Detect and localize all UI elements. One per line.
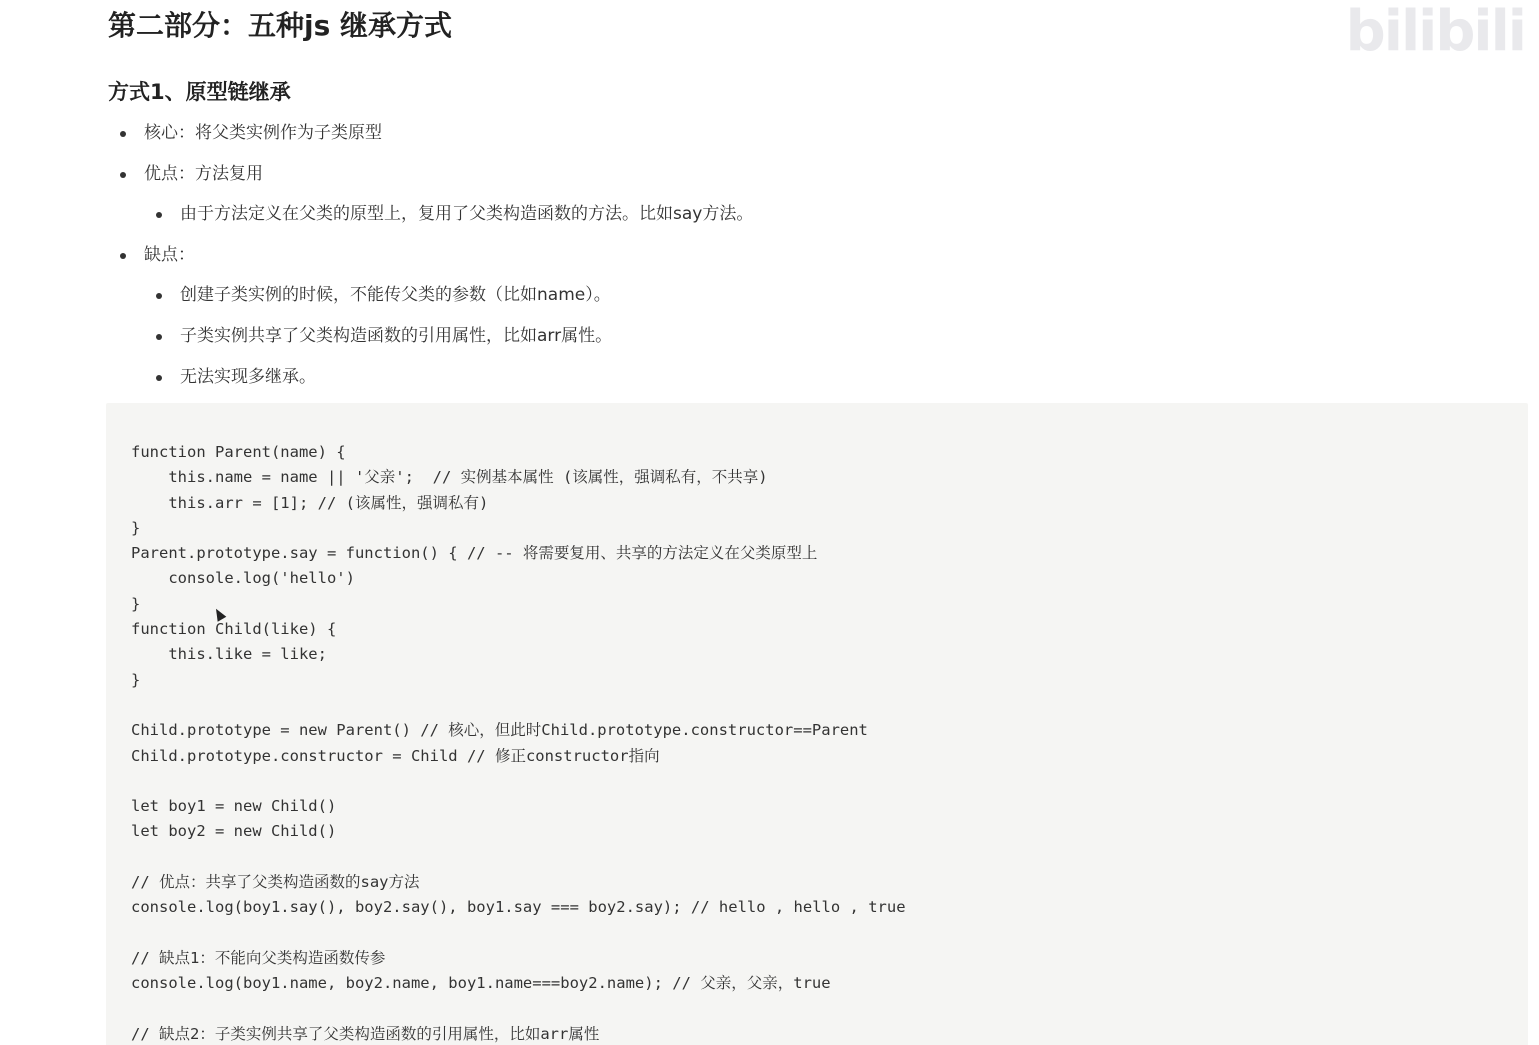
- code-line: let boy1 = new Child(): [131, 797, 337, 816]
- bilibili-watermark: bilibili: [1345, 0, 1525, 64]
- code-line: }: [131, 518, 141, 537]
- code-line: Parent.prototype.say = function() { // -- 将需要复用、共享的方法定义在父类原型上: [131, 544, 818, 563]
- bullet-item: [0, 113, 1539, 154]
- bullet-dot: [156, 293, 162, 299]
- code-line: this.arr = [1]; // (该属性，强调私有): [131, 493, 489, 512]
- sub-bullet-item: [0, 275, 1539, 316]
- bullet-dot: [156, 212, 162, 218]
- code-line: console.log(boy1.say(), boy2.say(), boy1.say === boy2.say); // hello , hello , true: [131, 898, 906, 917]
- code-line: this.name = name || '父亲'; // 实例基本属性 (该属性，强调私有，不共享): [131, 468, 768, 487]
- code-line: }: [131, 670, 141, 689]
- sub-bullet-item: [0, 316, 1539, 357]
- bullet-dot: [120, 131, 126, 137]
- code-lines: [131, 440, 906, 1045]
- code-line: [131, 997, 906, 1022]
- bullet-text: 创建子类实例的时候，不能传父类的参数（比如name）。: [180, 285, 611, 306]
- code-line: function Parent(name) {: [131, 443, 346, 461]
- code-line: // 缺点1：不能向父类构造函数传参: [131, 948, 386, 967]
- code-line: console.log('hello'): [131, 569, 355, 588]
- bullet-text: 核心：将父类实例作为子类原型: [144, 123, 382, 143]
- bullet-text: 缺点：: [144, 244, 195, 265]
- code-line: Child.prototype.constructor = Child // 修正constructor指向: [131, 746, 660, 765]
- bullet-item: [0, 154, 1539, 195]
- bullet-dot: [120, 253, 126, 259]
- bullet-text: 无法实现多继承。: [180, 366, 316, 387]
- code-line: [131, 769, 906, 794]
- code-line: Child.prototype = new Parent() // 核心，但此时Child.prototype.constructor==Parent: [131, 721, 868, 740]
- bullet-text: 由于方法定义在父类的原型上，复用了父类构造函数的方法。比如say方法。: [180, 204, 754, 225]
- bullet-text: 优点：方法复用: [144, 163, 263, 184]
- bullet-dot: [156, 334, 162, 340]
- code-line: [131, 845, 906, 870]
- section-heading: 第二部分：五种js 继承方式: [108, 9, 453, 42]
- sub-bullet-item: [0, 357, 1539, 398]
- code-line: // 缺点2：子类实例共享了父类构造函数的引用属性，比如arr属性: [131, 1024, 600, 1043]
- subsection-heading: 方式1、原型链继承: [108, 80, 291, 104]
- bullet-item: [0, 235, 1539, 276]
- code-line: }: [131, 594, 141, 613]
- code-line: [131, 693, 906, 718]
- bullet-dot: [120, 172, 126, 178]
- bullet-text: 子类实例共享了父类构造函数的引用属性，比如arr属性。: [180, 325, 613, 346]
- code-line: console.log(boy1.name, boy2.name, boy1.name===boy2.name); // 父亲，父亲，true: [131, 974, 831, 993]
- code-line: this.like = like;: [131, 645, 327, 664]
- bullet-dot: [156, 375, 162, 381]
- code-line: let boy2 = new Child(): [131, 822, 337, 841]
- code-line: [131, 921, 906, 946]
- code-line: // 优点：共享了父类构造函数的say方法: [131, 873, 420, 892]
- code-line: function Child(like) {: [131, 620, 337, 639]
- sub-bullet-item: [0, 194, 1539, 235]
- bullet-list: [0, 113, 1539, 397]
